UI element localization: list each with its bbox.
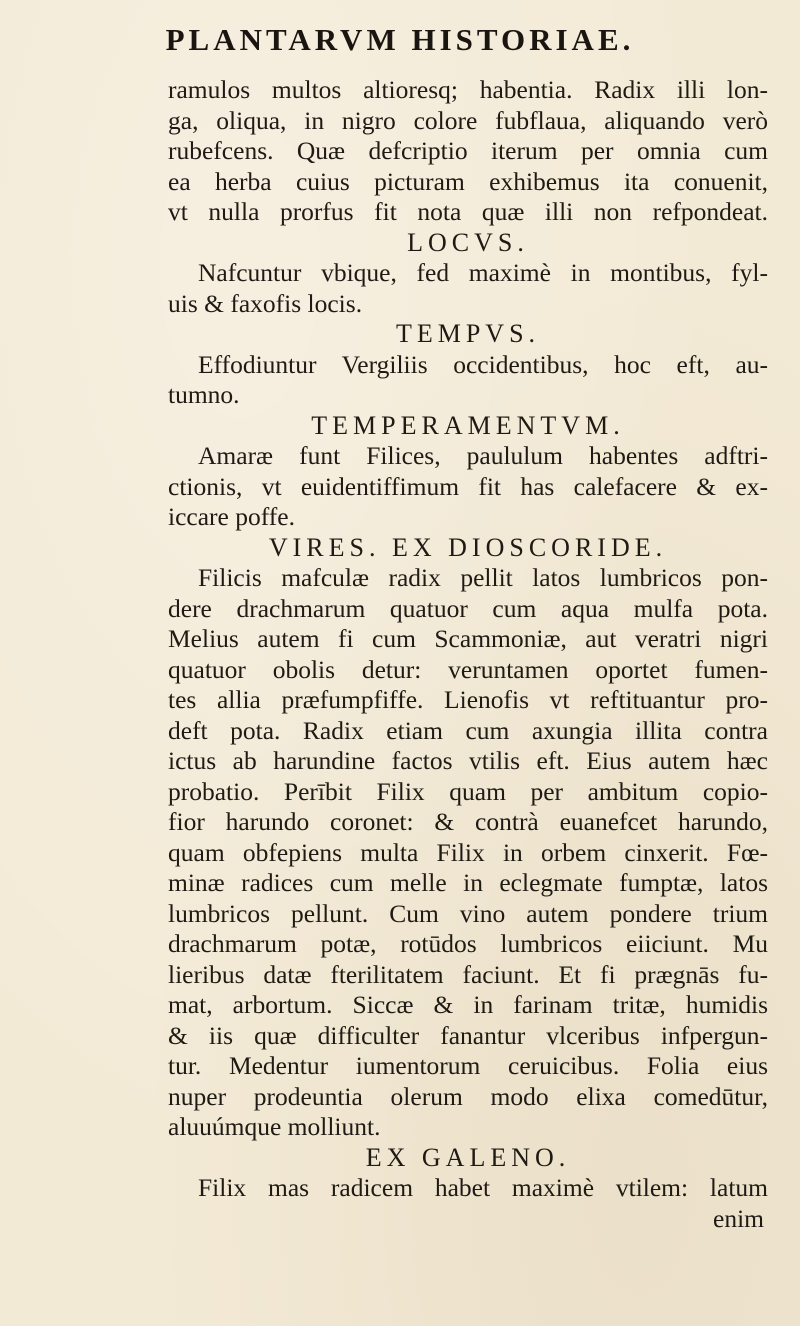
text-line: rubefcens. Quæ defcriptio iterum per omnia cum (168, 136, 768, 165)
text-line: ictus ab harundine factos vtilis eft. Eius autem hæc (168, 746, 768, 775)
text-line: nuper prodeuntia olerum modo elixa comedūtur, (168, 1081, 768, 1111)
text-line: ea herba cuius picturam exhibemus ita conuenit, (168, 166, 768, 196)
text-line: tur. Medentur iumentorum ceruicibus. Folia eius (168, 1051, 768, 1080)
text-line: fior harundo coronet: & contrà euanefcet harundo, (168, 807, 768, 836)
text-line: Melius autem fi cum Scammoniæ, aut veratri nigri (168, 624, 768, 653)
text-line: tes allia præfumpfiffe. Lienofis vt reftituantur pro- (168, 685, 768, 714)
section-heading: TEMPERAMENTVM. (311, 410, 625, 440)
text-line: Nafcuntur vbique, fed maximè in montibus, fyl- (198, 258, 768, 287)
text-line: deft pota. Radix etiam cum axungia illita contra (168, 715, 768, 745)
text-line: ga, oliqua, in nigro colore fubflaua, aliquando verò (168, 105, 768, 135)
text-line: lumbricos pellunt. Cum vino autem pondere trium (168, 898, 768, 928)
text-line: ramulos multos altioresq; habentia. Radix illi lon- (168, 75, 768, 104)
text-line: ctionis, vt euidentiffimum fit has calefacere & ex- (168, 471, 768, 501)
text-line: mat, arbortum. Siccæ & in farinam tritæ, humidis (168, 990, 768, 1019)
text-line: drachmarum potæ, rotūdos lumbricos eiiciunt. Mu (168, 929, 768, 958)
text-line: Filix mas radicem habet maximè vtilem: latum (198, 1173, 768, 1202)
text-line: probatio. Perībit Filix quam per ambitum copio- (168, 776, 768, 806)
text-line: lieribus datæ fterilitatem faciunt. Et fi prægnās fu- (168, 959, 768, 989)
text-line: quatuor obolis detur: veruntamen oportet fumen- (168, 654, 768, 684)
text-line: vt nulla prorfus fit nota quæ illi non refpondeat. (168, 197, 768, 226)
text-line: tumno. (168, 380, 240, 409)
section-heading: TEMPVS. (395, 319, 541, 348)
text-line: Effodiuntur Vergiliis occidentibus, hoc eft, au- (198, 349, 768, 379)
section-heading: VIRES. EX DIOSCORIDE. (268, 532, 668, 562)
text-line: aluuúmque molliunt. (168, 1112, 381, 1141)
running-head: PLANTARVM HISTORIAE. (165, 22, 635, 57)
text-line: uis & faxofis locis. (168, 288, 363, 318)
text-line: quam obfepiens multa Filix in orbem cinxerit. Fœ- (168, 837, 768, 867)
text-line: Amaræ funt Filices, paululum habentes adftri- (198, 441, 768, 470)
text-line: dere drachmarum quatuor cum aqua mulfa pota. (168, 593, 768, 623)
catchword: enim (713, 1203, 764, 1233)
text-block (168, 75, 768, 1234)
text-line: & iis quæ difficulter fanantur vlceribus infpergun- (168, 1020, 768, 1050)
text-line: minæ radices cum melle in eclegmate fumptæ, latos (168, 868, 768, 897)
text-line: Filicis mafculæ radix pellit latos lumbricos pon- (198, 563, 768, 592)
text-line: iccare poffe. (168, 502, 295, 531)
section-heading: EX GALENO. (365, 1142, 571, 1172)
section-heading: LOCVS. (407, 227, 529, 257)
